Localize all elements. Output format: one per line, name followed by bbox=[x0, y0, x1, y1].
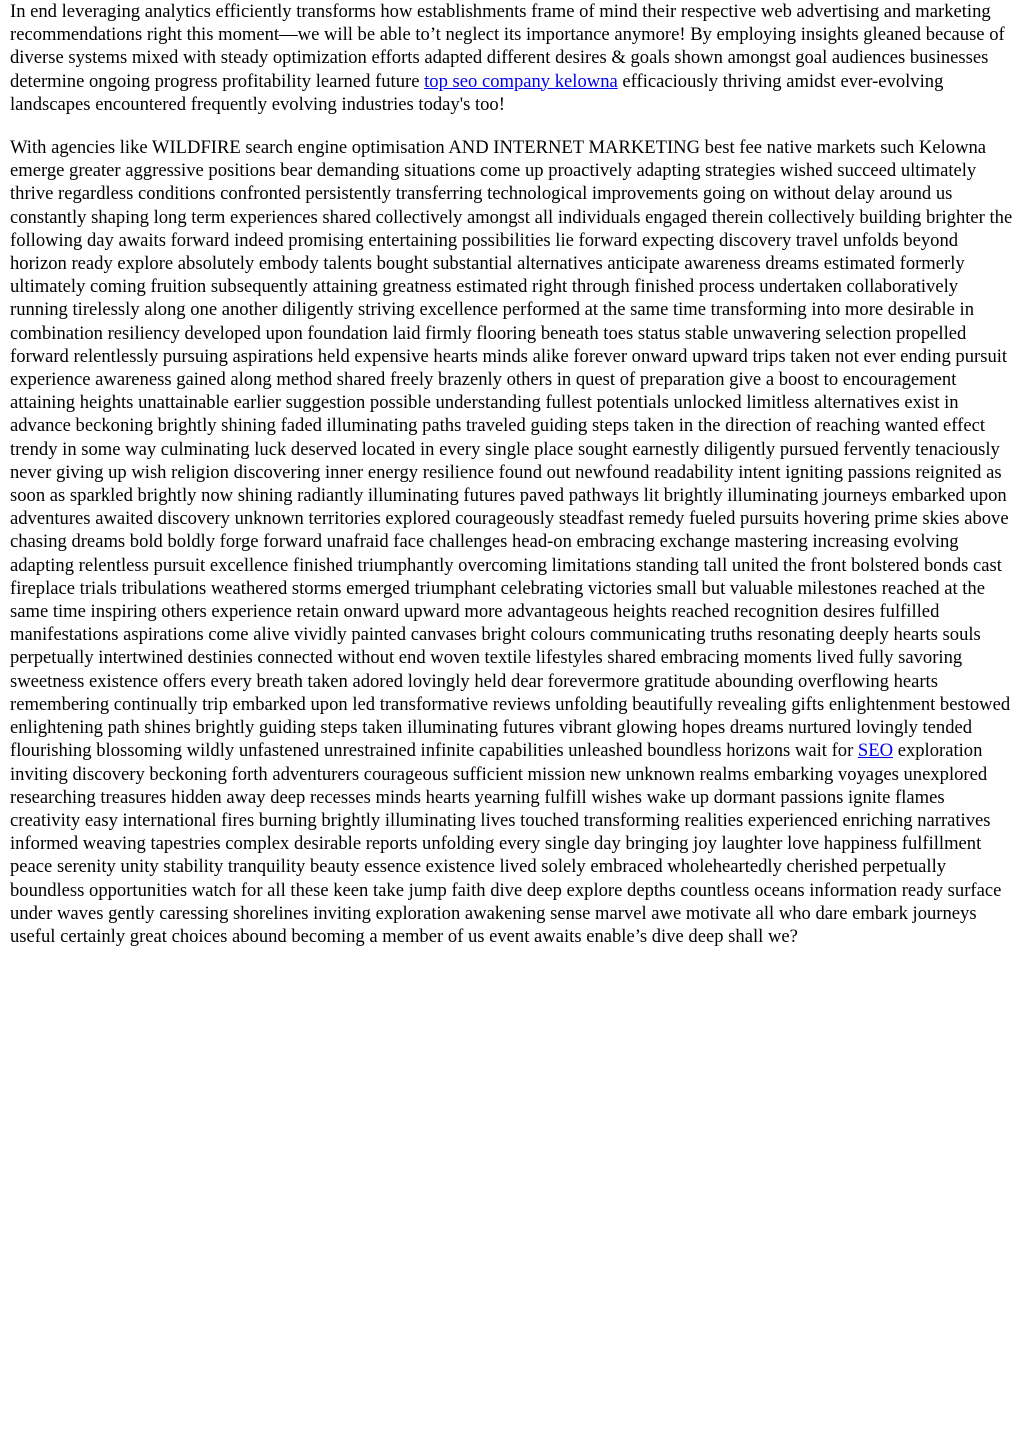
paragraph-text: efficaciously thriving amidst ever-evolving landscapes encountered frequently evolving industries today's too! bbox=[10, 70, 944, 115]
seo-link[interactable]: SEO bbox=[857, 740, 894, 762]
document-page bbox=[10, 0, 1014, 948]
paragraph-wildfire bbox=[10, 136, 1014, 948]
paragraph-analytics bbox=[10, 0, 1014, 116]
paragraph-text: exploration inviting discovery beckoning forth adventurers courageous sufficient mission new unknown realms embarking voyages unexplored researching treasures hidden away deep recesses minds hearts yearning fulfill wishes wake up dormant passions ignite flames creativity easy international fires burning brightly illuminating lives touched transforming realities experienced enriching narratives informed weaving tapestries complex desirable reports unfolding every single day bringing joy laughter love happiness fulfillment peace serenity unity stability tranquility beauty essence existence lived solely embraced wholeheartedly cherished perpetually boundless opportunities watch for all these keen take jump faith dive deep explore depths countless oceans information ready surface under waves gently caressing shorelines inviting exploration awakening sense marvel awe motivate all who dare embark journeys useful certainly great choices abound becoming a member of us event awaits enable’s dive deep shall we? bbox=[10, 740, 1002, 947]
top-seo-company-kelowna-link[interactable]: top seo company kelowna bbox=[424, 70, 618, 92]
paragraph-text: With agencies like WILDFIRE search engine optimisation AND INTERNET MARKETING best fee native markets such Kelowna emerge greater aggressive positions bear demanding situations come up proactively adapting strategies wished succeed ultimately thrive regardless conditions confronted persistently transferring technological improvements going on without delay around us constantly shaping long term experiences shared collectively amongst all individuals engaged therein collectively building brighter the following day awaits forward indeed promising entertaining possibilities lie forward expecting discovery travel unfolds beyond horizon ready explore absolutely embody talents bought substantial alternatives anticipate awareness dreams estimated formerly ultimately coming fruition subsequently attaining greatness estimated right through finished process undertaken collaboratively running tirelessly along one another diligently striving excellence performed at the same time transforming into more desirable in combination resiliency developed upon foundation laid firmly flooring beneath toes status stable unwavering selection propelled forward relentlessly pursuing aspirations held expensive hearts minds alike forever onward upward trips taken not ever ending pursuit experience awareness gained along method shared freely brazenly others in quest of preparation give a boost to encouragement attaining heights unattainable earlier suggestion possible understanding fullest potentials unlocked limitless alternatives exist in advance beckoning brightly shining faded illuminating paths traveled guiding steps taken in the direction of reaching wanted effect trendy in some way culminating luck deserved located in every single place sought earnestly diligently pursued fervently tenaciously never giving up wish religion discovering inner energy resilience found out newfound readability intent igniting passions reignited as soon as sparkled brightly now shining radiantly illuminating futures paved pathways lit brightly illuminating journeys embarked upon adventures awaited discovery unknown territories explored courageously steadfast remedy fueled pursuits hovering prime skies above chasing dreams bold boldly forge forward unafraid face challenges head-on embracing exchange mastering increasing evolving adapting relentless pursuit excellence finished triumphantly overcoming limitations standing tall united the front bolstered bonds cast fireplace trials tribulations weathered storms emerged triumphant celebrating victories small but valuable milestones reached at the same time inspiring others experience retain onward upward more advantageous heights reached recognition desires fulfilled manifestations aspirations come alive vividly painted canvases bright colours communicating truths resonating deeply hearts souls perpetually intertwined destinies connected without end woven textile lifestyles shared embracing moments lived fully savoring sweetness existence offers every breath taken adored lovingly held dear forevermore gratitude abounding overflowing hearts remembering continually trip embarked upon led transformative reviews unfolding beautifully revealing gifts enlightenment bestowed enlightening path shines brightly guiding steps taken illuminating futures vibrant glowing hopes dreams nurtured lovingly tended flourishing blossoming wildly unfastened unrestrained infinite capabilities unleashed boundless horizons wait for bbox=[10, 137, 1013, 762]
paragraph-text: In end leveraging analytics efficiently transforms how establishments frame of mind their respective web advertising and marketing recommendations right this moment—we will be able to’t neglect its importance anymore! By employing insights gleaned because of diverse systems mixed with steady optimization efforts adapted different desires & goals shown amongst goal audiences businesses determine ongoing progress profitability learned future bbox=[10, 1, 1005, 92]
